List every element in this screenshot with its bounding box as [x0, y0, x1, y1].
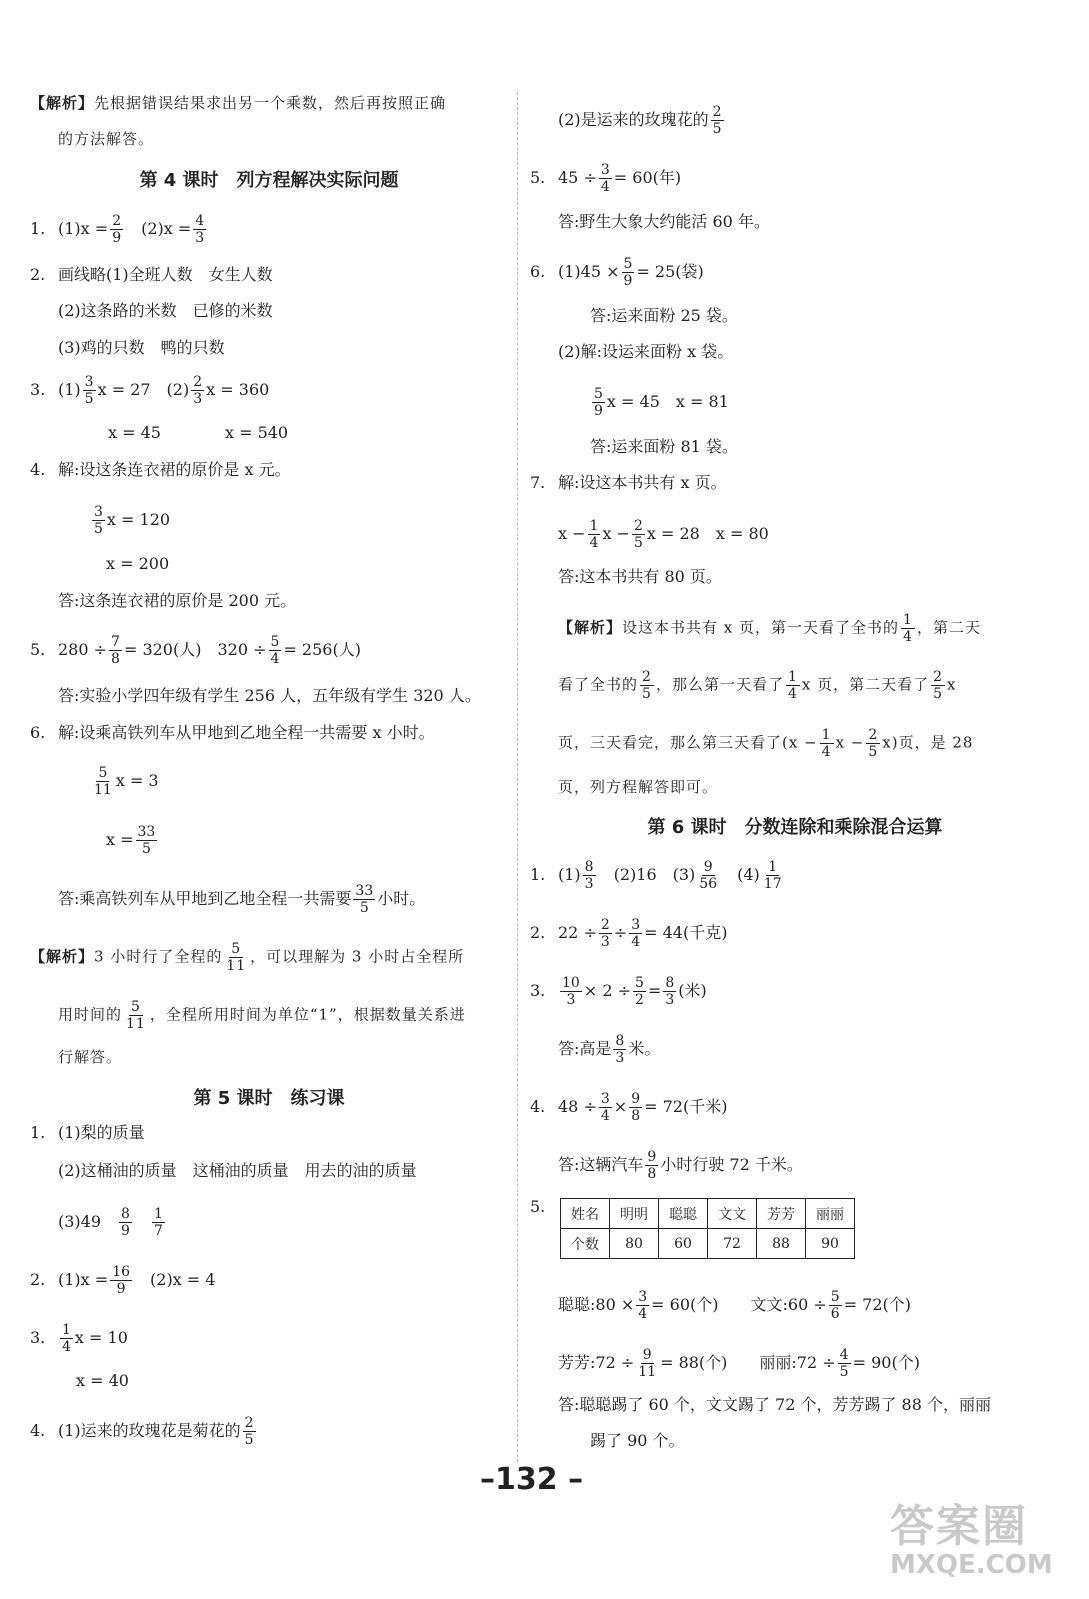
table-cell: 聪聪 [659, 1199, 708, 1229]
table-cell: 文文 [708, 1199, 757, 1229]
right-q6-answer-2: 答:运来面粉 81 袋。 [590, 437, 738, 456]
fraction: $\frac{3}{4}$ [600, 162, 610, 195]
table-cell: 丽丽 [806, 1199, 855, 1229]
fraction: $\frac{2}{9}$ [112, 213, 122, 246]
fraction: $\frac{5}{11}$ [226, 941, 247, 974]
fraction: $\frac{5}{9}$ [623, 256, 633, 289]
fraction: $\frac{1}{4}$ [821, 727, 832, 760]
lesson-6-q4: 4. 48 ÷ $\frac{3}{4}$ × $\frac{9}{8}$ = 72(千米) [530, 1091, 728, 1124]
right-q6: 6. (1)45 × $\frac{5}{9}$ = 25(袋) [530, 256, 704, 289]
question-4-result: x = 200 [106, 554, 170, 573]
lesson-6-q3: 3. $\frac{10}{3}$ × 2 ÷ $\frac{5}{2}$ = $\frac{8}{3}$ (米) [530, 975, 707, 1008]
fraction: $\frac{8}{3}$ [615, 1033, 625, 1066]
question-2-line-3: (3)鸡的只数 鸭的只数 [58, 338, 225, 357]
practice-2: 2. (1)x = $\frac{16}{9}$ (2)x = 4 [30, 1264, 216, 1297]
fraction: $\frac{2}{5}$ [933, 669, 944, 702]
fraction: $\frac{33}{5}$ [137, 824, 156, 857]
right-analysis-line-3: 页，三天看完，那么第三天看了(x − $\frac{1}{4}$ x − $\frac{2}{5}$ x)页，是 28 [558, 727, 974, 760]
right-analysis-line-2: 看了全书的 $\frac{2}{5}$ ，那么第一天看了 $\frac{1}{4}$ x 页，第二天看了 $\frac{2}{5}$ x [558, 669, 957, 702]
right-q6-equation: $\frac{5}{9}$ x = 45 x = 81 [594, 386, 729, 419]
analysis-tag: 【解析】 [30, 94, 95, 112]
lesson-6-heading: 第 6 课时 分数连除和乘除混合运算 [647, 817, 943, 838]
table-cell: 芳芳 [757, 1199, 806, 1229]
lesson-6-q3-answer: 答:高是 $\frac{8}{3}$ 米。 [558, 1033, 661, 1066]
question-3: 3. (1) $\frac{3}{5}$ x = 27 (2) $\frac{2}{3}$ x = 360 [30, 374, 270, 407]
right-q5: 5. 45 ÷ $\frac{3}{4}$ = 60(年) [530, 162, 682, 195]
practice-1-line-3: (3)49 $\frac{8}{9}$ $\frac{1}{7}$ [58, 1206, 163, 1239]
column-divider [517, 92, 518, 1462]
analysis-line-2: 的方法解答。 [58, 130, 155, 148]
question-2-line-2: (2)这条路的米数 已修的米数 [58, 301, 273, 320]
right-q7-equation: x − $\frac{1}{4}$ x − $\frac{2}{5}$ x = 28 x = 80 [558, 518, 769, 551]
analysis-2-line-3: 行解答。 [58, 1048, 123, 1066]
table-cell: 姓名 [561, 1199, 610, 1229]
practice-4-part-2: (2)是运来的玫瑰花的 $\frac{2}{5}$ [558, 104, 722, 137]
fraction: $\frac{1}{4}$ [589, 518, 599, 551]
fraction: $\frac{7}{8}$ [111, 634, 120, 667]
calc-line-2: 芳芳:72 ÷ $\frac{9}{11}$ = 88(个) 丽丽:72 ÷ $\frac{4}{5}$ = 90(个) [558, 1347, 920, 1380]
analysis-2-line-2: 用时间的 $\frac{5}{11}$ ，全程所用时间为单位“1”，根据数量关系进 [58, 999, 466, 1032]
analysis-2-line-1: 【解析】3 小时行了全程的 $\frac{5}{11}$ ，可以理解为 3 小时占全程所 [30, 941, 465, 974]
right-q6-line-2: (2)解:设运来面粉 x 袋。 [558, 342, 734, 361]
question-2-line-1: 2. 画线略(1)全班人数 女生人数 [30, 265, 273, 284]
right-q5-answer: 答:野生大象大约能活 60 年。 [558, 212, 770, 231]
final-answer-line-2: 踢了 90 个。 [590, 1431, 685, 1450]
analysis-line-1 [30, 92, 446, 114]
table-cell: 个数 [561, 1229, 610, 1259]
fraction: $\frac{3}{5}$ [94, 504, 103, 537]
question-4-answer: 答:这条连衣裙的原价是 200 元。 [58, 591, 297, 610]
fraction: $\frac{5}{9}$ [594, 386, 603, 419]
practice-1-line-1: 1. (1)梨的质量 [30, 1123, 145, 1142]
fraction: $\frac{1}{4}$ [62, 1322, 71, 1355]
lesson-6-q2: 2. 22 ÷ $\frac{2}{3}$ ÷ $\frac{3}{4}$ = 44(千克) [530, 917, 728, 950]
fraction: $\frac{1}{17}$ [763, 859, 782, 892]
fraction: $\frac{1}{7}$ [153, 1206, 163, 1239]
fraction: $\frac{5}{4}$ [270, 634, 280, 667]
fraction: $\frac{2}{5}$ [244, 1415, 254, 1448]
fraction: $\frac{3}{4}$ [600, 1091, 610, 1124]
fraction: $\frac{4}{3}$ [195, 213, 205, 246]
fraction: $\frac{2}{5}$ [633, 518, 643, 551]
score-table [560, 1198, 855, 1259]
fraction: $\frac{9}{11}$ [638, 1347, 657, 1380]
question-1: 1. (1)x = $\frac{2}{9}$ (2)x = $\frac{4}{3}$ [30, 213, 205, 246]
table-cell: 明明 [610, 1199, 659, 1229]
fraction: $\frac{9}{56}$ [699, 859, 718, 892]
question-4-equation: $\frac{3}{5}$ x = 120 [94, 504, 171, 537]
practice-4: 4. (1)运来的玫瑰花是菊花的 $\frac{2}{5}$ [30, 1415, 254, 1448]
table-header-row [561, 1199, 855, 1229]
fraction: $\frac{2}{3}$ [193, 374, 203, 407]
fraction: $\frac{5}{11}$ [94, 765, 112, 798]
lesson-5-heading: 第 5 课时 练习课 [193, 1088, 345, 1109]
question-4-line-1: 4. 解:设这条连衣裙的原价是 x 元。 [30, 460, 291, 479]
fraction: $\frac{1}{4}$ [787, 669, 798, 702]
fraction: $\frac{3}{5}$ [84, 374, 94, 407]
table-row [561, 1229, 855, 1259]
practice-1-line-2: (2)这桶油的质量 这桶油的质量 用去的油的质量 [58, 1161, 417, 1180]
question-6-line-1: 6. 解:设乘高铁列车从甲地到乙地全程一共需要 x 小时。 [30, 723, 435, 742]
question-6-answer: 答:乘高铁列车从甲地到乙地全程一共需要 $\frac{33}{5}$ 小时。 [58, 883, 426, 916]
fraction: $\frac{10}{3}$ [562, 975, 580, 1008]
page-number: –132 – [480, 1462, 584, 1497]
fraction: $\frac{3}{4}$ [638, 1289, 648, 1322]
fraction: $\frac{2}{5}$ [868, 727, 879, 760]
fraction: $\frac{2}{5}$ [642, 669, 652, 702]
fraction: $\frac{33}{5}$ [355, 883, 374, 916]
table-cell: 60 [659, 1229, 708, 1259]
right-q7-answer: 答:这本书共有 80 页。 [558, 567, 722, 586]
question-5-answer: 答:实验小学四年级有学生 256 人，五年级有学生 320 人。 [58, 686, 481, 705]
table-cell: 88 [757, 1229, 806, 1259]
analysis-text: 先根据错误结果求出另一个乘数，然后再按照正确 [94, 94, 447, 112]
table-cell: 72 [708, 1229, 757, 1259]
fraction: $\frac{2}{5}$ [712, 104, 722, 137]
fraction: $\frac{9}{8}$ [631, 1091, 641, 1124]
practice-3-result: x = 40 [76, 1371, 129, 1390]
right-analysis-line-1: 【解析】设这本书共有 x 页，第一天看了全书的 $\frac{1}{4}$ ，第二天 [558, 612, 981, 645]
watermark-logo: 答案圈 MXQE.COM [890, 1501, 1053, 1580]
fraction: $\frac{2}{3}$ [600, 917, 610, 950]
right-q6-answer-1: 答:运来面粉 25 袋。 [590, 306, 738, 325]
question-5: 5. 280 ÷ $\frac{7}{8}$ = 320(人) 320 ÷ $\frac{5}{4}$ = 256(人) [30, 634, 361, 667]
calc-line-1: 聪聪:80 × $\frac{3}{4}$ = 60(个) 文文:60 ÷ $\frac{5}{6}$ = 72(个) [558, 1289, 912, 1322]
fraction: $\frac{16}{9}$ [112, 1264, 131, 1297]
right-analysis-line-4: 页，列方程解答即可。 [558, 778, 719, 796]
fraction: $\frac{8}{3}$ [584, 859, 594, 892]
table-cell: 80 [610, 1229, 659, 1259]
lesson-6-q1: 1. (1) $\frac{8}{3}$ (2)16 (3) $\frac{9}{56}$ (4) $\frac{1}{17}$ [530, 859, 782, 892]
fraction: $\frac{5}{2}$ [635, 975, 644, 1008]
fraction: $\frac{5}{6}$ [830, 1289, 840, 1322]
question-6-equation: $\frac{5}{11}$ x = 3 [94, 765, 159, 798]
lesson-6-q4-answer: 答:这辆汽车 $\frac{9}{8}$ 小时行驶 72 千米。 [558, 1149, 803, 1182]
question-6-result: x = $\frac{33}{5}$ [106, 824, 156, 857]
final-answer-line-1: 答:聪聪踢了 60 个，文文踢了 72 个，芳芳踢了 88 个，丽丽 [558, 1395, 991, 1414]
fraction: $\frac{5}{11}$ [126, 999, 146, 1032]
table-cell: 90 [806, 1229, 855, 1259]
question-3-result: x = 45 x = 540 [108, 423, 289, 442]
fraction: $\frac{9}{8}$ [647, 1149, 657, 1182]
fraction: $\frac{1}{4}$ [903, 612, 913, 645]
fraction: $\frac{8}{3}$ [665, 975, 675, 1008]
lesson-4-heading: 第 4 课时 列方程解决实际问题 [139, 170, 399, 191]
right-q7-line-1: 7. 解:设这本书共有 x 页。 [530, 473, 727, 492]
practice-3: 3. $\frac{1}{4}$ x = 10 [30, 1322, 128, 1355]
fraction: $\frac{8}{9}$ [121, 1206, 130, 1239]
fraction: $\frac{4}{5}$ [839, 1347, 849, 1380]
lesson-6-q5-number: 5. [530, 1197, 546, 1216]
fraction: $\frac{3}{4}$ [631, 917, 641, 950]
